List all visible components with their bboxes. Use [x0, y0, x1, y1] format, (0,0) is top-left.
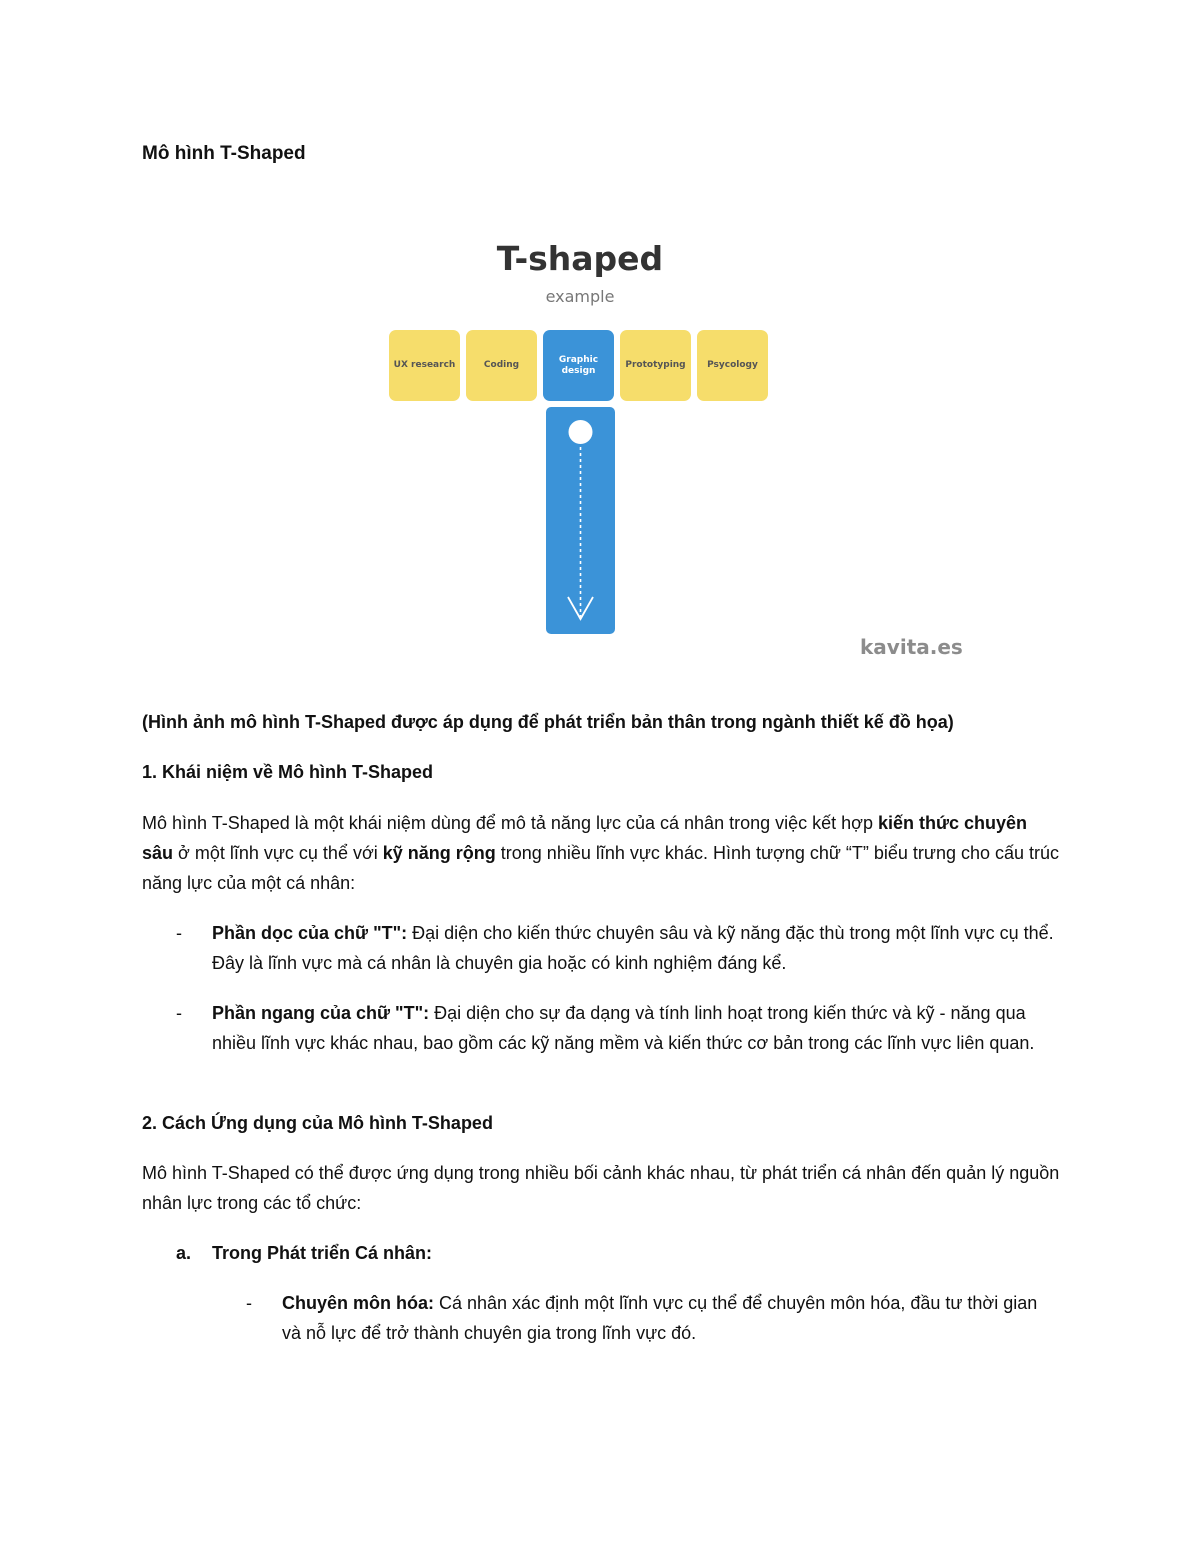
bullet-label: Chuyên môn hóa: [282, 1293, 434, 1313]
bullet-label: Phần dọc của chữ "T": [212, 923, 408, 943]
para-emphasis-broad: kỹ năng rộng [382, 843, 496, 863]
bullet-dash: - [176, 923, 182, 943]
section-1-heading: 1. Khái niệm về Mô hình T-Shaped [142, 762, 434, 782]
document-title: Mô hình T-Shaped [142, 143, 306, 164]
skill-graphic-design: Graphic design [543, 330, 614, 401]
t-stem [546, 407, 615, 634]
figure-subtitle: example [545, 287, 615, 306]
bullet-label: Phần ngang của chữ "T": [212, 1003, 430, 1023]
section-1-paragraph [142, 808, 1062, 898]
subsection-marker: a. [176, 1243, 192, 1263]
section-2-paragraph: Mô hình T-Shaped có thể được ứng dụng trong nhiều bối cảnh khác nhau, từ phát triển cá nhân đến quản lý nguồn nhân lực trong các tổ chức: [142, 1163, 1060, 1213]
section-2-heading: 2. Cách Ứng dụng của Mô hình T-Shaped [142, 1113, 493, 1133]
bullet-body: Đại diện cho sự đa dạng và tính linh hoạt trong kiến thức và kỹ - năng qua nhiều lĩnh vực khác nhau, bao gồm các kỹ năng mềm và kiến thức cơ bản trong các lĩnh vực liên quan. [212, 1003, 1035, 1053]
skill-psycology: Psycology [697, 330, 768, 401]
figure-credit: kavita.es [860, 635, 963, 659]
t-shaped-figure [380, 235, 980, 665]
skill-coding: Coding [466, 330, 537, 401]
skill-row [389, 330, 768, 401]
subsection-title: Trong Phát triển Cá nhân: [212, 1243, 433, 1263]
para-text: Mô hình T-Shaped là một khái niệm dùng để mô tả năng lực của cá nhân trong việc kết hợp [142, 813, 878, 833]
bullet-text [212, 998, 1057, 1058]
bullet-body: Đại diện cho kiến thức chuyên sâu và kỹ năng đặc thù trong một lĩnh vực cụ thể. Đây là lĩnh vực mà cá nhân là chuyên gia hoặc có kinh nghiệm đáng kể. [212, 923, 1054, 973]
para-text: trong nhiều lĩnh vực khác. Hình tượng chữ “T” biểu trưng cho cấu trúc năng lực của một cá nhân: [142, 843, 1060, 893]
figure-title: T-shaped [496, 239, 664, 278]
bullet-dash: - [176, 1003, 182, 1023]
bullet-dash: - [246, 1293, 252, 1313]
bullet-text [282, 1288, 1057, 1348]
para-emphasis-deep: kiến thức chuyên sâu [142, 813, 1028, 863]
bullet-body: Cá nhân xác định một lĩnh vực cụ thể để chuyên môn hóa, đầu tư thời gian và nỗ lực để trở thành chuyên gia trong lĩnh vực đó. [282, 1293, 1038, 1343]
figure-caption: (Hình ảnh mô hình T-Shaped được áp dụng để phát triển bản thân trong ngành thiết kế đồ họa) [142, 712, 954, 732]
skill-prototyping: Prototyping [620, 330, 691, 401]
depth-arrow-icon [546, 407, 615, 634]
bullet-text [212, 918, 1057, 978]
skill-ux-research: UX research [389, 330, 460, 401]
para-text: ở một lĩnh vực cụ thể với [173, 843, 383, 863]
